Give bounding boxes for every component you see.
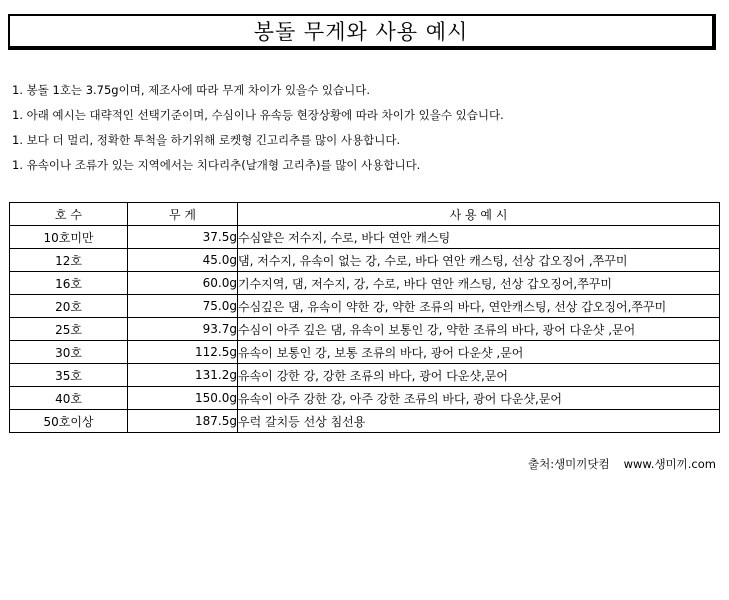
source-url: www.생미끼.com (623, 457, 716, 471)
sinker-weight-table (9, 202, 720, 433)
cell-usage: 수심이 아주 깊은 댐, 유속이 보통인 강, 약한 조류의 바다, 광어 다운샷 ,문어 (238, 318, 720, 341)
note-item: 1. 봉돌 1호는 3.75g이며, 제조사에 따라 무게 차이가 있을수 있습니다. (12, 83, 371, 97)
cell-usage: 수심깊은 댐, 유속이 약한 강, 약한 조류의 바다, 연안캐스팅, 선상 갑오징어,쭈꾸미 (238, 295, 720, 318)
table-row (10, 226, 720, 249)
header-weight: 무 게 (128, 203, 238, 226)
cell-size: 16호 (10, 272, 128, 295)
header-size: 호 수 (10, 203, 128, 226)
cell-weight: 60.0g (128, 272, 238, 295)
table-row (10, 272, 720, 295)
cell-usage: 수심얕은 저수지, 수로, 바다 연안 캐스팅 (238, 226, 720, 249)
cell-size: 35호 (10, 364, 128, 387)
cell-weight: 93.7g (128, 318, 238, 341)
page-title: 봉돌 무게와 사용 예시 (253, 20, 469, 44)
cell-size: 20호 (10, 295, 128, 318)
table-row (10, 249, 720, 272)
source-label: 출처:생미끼닷컴 (527, 457, 610, 471)
cell-usage: 유속이 보통인 강, 보통 조류의 바다, 광어 다운샷 ,문어 (238, 341, 720, 364)
cell-weight: 150.0g (128, 387, 238, 410)
cell-usage: 유속이 강한 강, 강한 조류의 바다, 광어 다운샷,문어 (238, 364, 720, 387)
cell-size: 10호미만 (10, 226, 128, 249)
table-row (10, 364, 720, 387)
note-item: 1. 보다 더 멀리, 정확한 투척을 하기위해 로켓형 긴고리추를 많이 사용합니다. (12, 133, 401, 147)
cell-usage: 유속이 아주 강한 강, 아주 강한 조류의 바다, 광어 다운샷,문어 (238, 387, 720, 410)
cell-size: 40호 (10, 387, 128, 410)
cell-weight: 45.0g (128, 249, 238, 272)
table-row (10, 410, 720, 433)
table-row (10, 341, 720, 364)
cell-weight: 131.2g (128, 364, 238, 387)
cell-usage: 우럭 갈치등 선상 침선용 (238, 410, 720, 433)
cell-size: 25호 (10, 318, 128, 341)
source-credit (528, 456, 716, 472)
cell-size: 50호이상 (10, 410, 128, 433)
note-item: 1. 아래 예시는 대략적인 선택기준이며, 수심이나 유속등 현장상황에 따라 차이가 있을수 있습니다. (12, 108, 504, 122)
header-usage: 사 용 예 시 (238, 203, 720, 226)
cell-weight: 75.0g (128, 295, 238, 318)
table-row (10, 318, 720, 341)
cell-weight: 112.5g (128, 341, 238, 364)
cell-size: 30호 (10, 341, 128, 364)
note-item: 1. 유속이나 조류가 있는 지역에서는 치다리추(날개형 고리추)를 많이 사용합니다. (12, 158, 421, 172)
cell-weight: 37.5g (128, 226, 238, 249)
cell-size: 12호 (10, 249, 128, 272)
page-title-box (8, 14, 716, 50)
cell-weight: 187.5g (128, 410, 238, 433)
table-row (10, 295, 720, 318)
notes-list (12, 78, 712, 178)
cell-usage: 기수지역, 댐, 저수지, 강, 수로, 바다 연안 캐스팅, 선상 갑오징어,쭈꾸미 (238, 272, 720, 295)
table-row (10, 387, 720, 410)
table-header-row (10, 203, 720, 226)
cell-usage: 댐, 저수지, 유속이 없는 강, 수로, 바다 연안 캐스팅, 선상 갑오징어 ,쭈꾸미 (238, 249, 720, 272)
